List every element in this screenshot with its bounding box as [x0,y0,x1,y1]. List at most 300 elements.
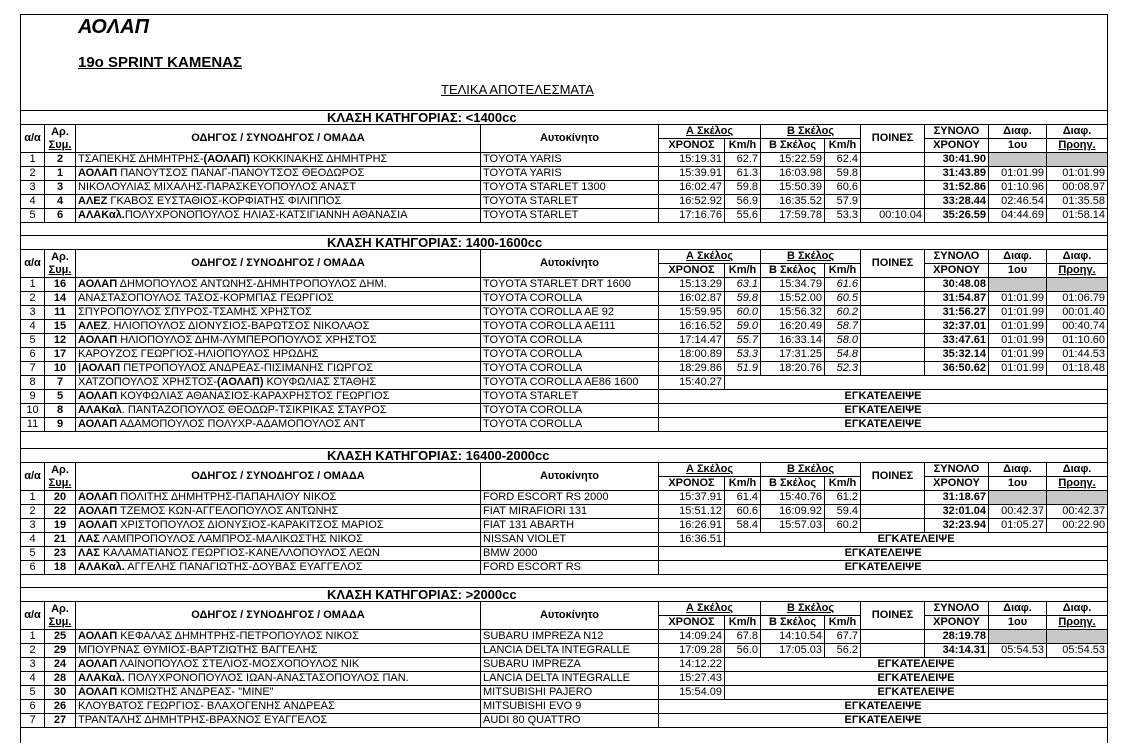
leg-a-speed-cell: 61.4 [725,491,761,505]
crew-cell [76,547,481,561]
leg-a-time-cell: 18:29.86 [659,362,725,376]
penalty-cell [861,644,925,658]
crew-cell [76,306,481,320]
car-number-cell: 26 [45,700,76,714]
column-header-row [21,250,1108,264]
retired-cell: ΕΓΚΑΤΕΛΕΙΨΕ [725,672,1108,686]
leg-b-speed-cell: 59.8 [825,167,861,181]
leg-a-time-cell: 15:19.31 [659,153,725,167]
leg-b-speed-cell: 56.2 [825,644,861,658]
crew-cell [76,686,481,700]
penalty-cell: 00:10.04 [861,209,925,223]
car-number-cell: 18 [45,561,76,575]
penalty-cell [861,519,925,533]
leg-b-time-cell: 15:50.39 [761,181,825,195]
car-number-cell: 10 [45,362,76,376]
col-crew-header: ΟΔΗΓΟΣ / ΣΥΝΟΔΗΓΟΣ / ΟΜΑΔΑ [76,602,481,630]
leg-a-time-cell: 17:16.76 [659,209,725,223]
leg-b-speed-cell: 61.6 [825,278,861,292]
crew-cell [76,672,481,686]
class-results-table [20,448,1108,575]
col-total-subheader: ΧΡΟΝΟΥ [925,264,989,278]
result-row [21,561,1108,575]
team-name: ΛΑΣ [78,533,100,545]
col-leg-a-speed-header: Km/h [725,477,761,491]
crew-names: ΠΕΤΡΟΠΟΥΛΟΣ ΑΝΔΡΕΑΣ-ΠΙΣΙΜΑΝΗΣ ΓΙΩΡΓΟΣ [120,362,374,374]
penalty-cell [861,181,925,195]
car-number-cell: 19 [45,519,76,533]
leg-b-speed-cell: 67.7 [825,630,861,644]
col-penalties-header: ΠΟΙΝΕΣ [861,250,925,278]
col-leg-b-header: Β Σκέλος [761,463,861,477]
leg-a-time-cell: 16:26.91 [659,519,725,533]
car-cell: FIAT MIRAFIORI 131 [481,505,659,519]
car-number-cell: 15 [45,320,76,334]
col-diff-prev-subheader: Προηγ. [1047,477,1108,491]
crew-cell [76,390,481,404]
result-row [21,153,1108,167]
total-time-cell: 33:28.44 [925,195,989,209]
result-row [21,672,1108,686]
diff-prev-cell: 01:35.58 [1047,195,1108,209]
col-penalties-header: ΠΟΙΝΕΣ [861,602,925,630]
car-cell: TOYOTA COROLLA [481,292,659,306]
crew-cell [76,561,481,575]
diff-prev-cell: 01:18.48 [1047,362,1108,376]
total-time-cell: 33:47.61 [925,334,989,348]
col-leg-a-header: Α Σκέλος [659,250,761,264]
result-row [21,686,1108,700]
result-row [21,306,1108,320]
leg-b-speed-cell: 54.8 [825,348,861,362]
results-title: ΤΕΛΙΚΑ ΑΠΟΤΕΛΕΣΜΑΤΑ [441,82,594,97]
car-number-cell: 8 [45,404,76,418]
result-row [21,181,1108,195]
diff-first-cell: 05:54.53 [989,644,1047,658]
crew-cell [76,181,481,195]
leg-b-speed-cell: 60.6 [825,181,861,195]
car-cell: AUDI 80 QUATTRO [481,714,659,728]
column-header-row [21,602,1108,616]
col-total-subheader: ΧΡΟΝΟΥ [925,616,989,630]
car-cell: NISSAN VIOLET [481,533,659,547]
car-number-cell: 2 [45,153,76,167]
col-crew-header: ΟΔΗΓΟΣ / ΣΥΝΟΔΗΓΟΣ / ΟΜΑΔΑ [76,250,481,278]
col-diff-prev-subheader: Προηγ. [1047,264,1108,278]
col-leg-a-time-header: ΧΡΟΝΟΣ [659,264,725,278]
car-number-cell: 27 [45,714,76,728]
diff-first-cell: 01:01.99 [989,320,1047,334]
leg-a-time-cell: 15:54.09 [659,686,725,700]
crew-cell [76,348,481,362]
leg-b-time-cell: 16:35.52 [761,195,825,209]
car-cell: TOYOTA STARLET 1300 [481,181,659,195]
col-leg-a-header: Α Σκέλος [659,125,761,139]
car-cell: FORD ESCORT RS [481,561,659,575]
leg-b-time-cell: 14:10.54 [761,630,825,644]
leg-b-time-cell: 15:22.59 [761,153,825,167]
diff-prev-cell [1047,278,1108,292]
leg-a-time-cell: 15:59.95 [659,306,725,320]
diff-prev-cell: 00:22.90 [1047,519,1108,533]
crew-names: . ΗΛΙΟΠΟΥΛΟΣ ΔΙΟΝΥΣΙΟΣ-ΒΑΡΩΤΣΟΣ ΝΙΚΟΛΑΟΣ [107,320,370,332]
diff-prev-cell: 00:08.97 [1047,181,1108,195]
car-number-cell: 22 [45,505,76,519]
diff-prev-cell: 00:01.40 [1047,306,1108,320]
col-crew-header: ΟΔΗΓΟΣ / ΣΥΝΟΔΗΓΟΣ / ΟΜΑΔΑ [76,125,481,153]
leg-b-time-cell: 15:40.76 [761,491,825,505]
position-cell: 6 [21,700,45,714]
car-cell: TOYOTA YARIS [481,153,659,167]
result-row [21,167,1108,181]
result-row [21,700,1108,714]
position-cell: 5 [21,547,45,561]
position-cell: 2 [21,644,45,658]
leg-a-time-cell: 17:09.28 [659,644,725,658]
col-pos-header: α/α [21,125,45,153]
crew-names: ΣΠΥΡΟΠΟΥΛΟΣ ΣΠΥΡΟΣ-ΤΣΑΜΗΣ ΧΡΗΣΤΟΣ [78,306,312,318]
car-number-cell: 17 [45,348,76,362]
class-label: ΚΛΑΣΗ ΚΑΤΗΓΟΡΙΑΣ: [327,448,466,463]
col-leg-b-time-header: Β Σκέλος [761,616,825,630]
class-label: ΚΛΑΣΗ ΚΑΤΗΓΟΡΙΑΣ: [327,235,466,250]
leg-a-speed-cell: 53.3 [725,348,761,362]
column-header-row [21,125,1108,139]
team-name: ΑΟΛΑΠ [78,418,118,430]
team-name: (ΑΟΛΑΠ) [217,376,264,388]
result-row [21,334,1108,348]
car-cell: TOYOTA STARLET [481,390,659,404]
class-results-table [20,110,1108,223]
crew-cell [76,630,481,644]
crew-names: ΛΑΪΝΟΠΟΥΛΟΣ ΣΤΕΛΙΟΣ-ΜΟΣΧΟΠΟΥΛΟΣ ΝΙΚ [117,658,360,670]
crew-cell [76,404,481,418]
col-car-header: Αυτοκίνητο [481,250,659,278]
team-name: |ΑΟΛΑΠ [78,362,121,374]
col-leg-a-header: Α Σκέλος [659,463,761,477]
total-time-cell: 34:14.31 [925,644,989,658]
result-row [21,658,1108,672]
penalty-cell [861,348,925,362]
class-heading [21,449,1108,463]
diff-first-cell: 01:01.99 [989,306,1047,320]
penalty-cell [861,292,925,306]
total-time-cell: 31:52.86 [925,181,989,195]
result-row [21,278,1108,292]
leg-a-speed-cell: 63.1 [725,278,761,292]
class-value: 16400-2000cc [465,448,550,463]
car-cell: TOYOTA COROLLA [481,348,659,362]
car-number-cell: 3 [45,181,76,195]
col-penalties-header: ΠΟΙΝΕΣ [861,125,925,153]
diff-first-cell: 01:01.99 [989,292,1047,306]
result-row [21,348,1108,362]
col-diff-first-header: Διαφ. [989,602,1047,616]
total-time-cell: 32:37.01 [925,320,989,334]
col-diff-prev-header: Διαφ. [1047,602,1108,616]
col-diff-prev-header: Διαφ. [1047,125,1108,139]
position-cell: 11 [21,418,45,432]
crew-names: ΚΟΥΦΩΛΙΑΣ ΑΘΑΝΑΣΙΟΣ-ΚΑΡΑΧΡΗΣΤΟΣ ΓΕΩΡΓΙΟΣ [117,390,390,402]
col-diff-first-header: Διαφ. [989,250,1047,264]
diff-prev-cell: 01:44.53 [1047,348,1108,362]
class-label: ΚΛΑΣΗ ΚΑΤΗΓΟΡΙΑΣ: [327,110,466,125]
leg-a-time-cell: 15:39.91 [659,167,725,181]
car-cell: MITSUBISHI EVO 9 [481,700,659,714]
col-leg-a-time-header: ΧΡΟΝΟΣ [659,616,725,630]
class-value: 1400-1600cc [465,235,543,250]
diff-prev-cell: 01:58.14 [1047,209,1108,223]
leg-b-speed-cell: 57.9 [825,195,861,209]
col-leg-a-time-header: ΧΡΟΝΟΣ [659,139,725,153]
crew-names: ΠΟΛΥΧΡΟΝΟΠΟΥΛΟΣ ΙΩΑΝ-ΑΝΑΣΤΑΣΟΠΟΥΛΟΣ ΠΑΝ. [124,672,409,684]
car-cell: LANCIA DELTA INTEGRALLE [481,672,659,686]
diff-prev-cell: 00:42.37 [1047,505,1108,519]
leg-a-time-cell: 17:14.47 [659,334,725,348]
col-num-header: Αρ. Συμ. [45,463,76,491]
col-leg-b-speed-header: Km/h [825,264,861,278]
position-cell: 7 [21,362,45,376]
position-cell: 4 [21,533,45,547]
col-car-header: Αυτοκίνητο [481,602,659,630]
car-cell: SUBARU IMPREZA N12 [481,630,659,644]
col-leg-b-header: Β Σκέλος [761,125,861,139]
result-row [21,519,1108,533]
leg-b-speed-cell: 58.0 [825,334,861,348]
diff-first-cell [989,630,1047,644]
diff-prev-cell [1047,491,1108,505]
result-row [21,292,1108,306]
col-diff-first-subheader: 1ου [989,264,1047,278]
position-cell: 4 [21,320,45,334]
retired-cell: ΕΓΚΑΤΕΛΕΙΨΕ [659,714,1108,728]
leg-b-speed-cell: 60.2 [825,519,861,533]
car-cell: TOYOTA YARIS [481,167,659,181]
class-heading-cell [21,236,1108,250]
car-number-cell: 16 [45,278,76,292]
position-cell: 3 [21,306,45,320]
leg-a-speed-cell: 67.8 [725,630,761,644]
crew-cell [76,209,481,223]
position-cell: 6 [21,348,45,362]
car-number-cell: 4 [45,195,76,209]
team-name: ΑΟΛΑΠ [78,658,118,670]
leg-a-time-cell: 15:51.12 [659,505,725,519]
leg-a-time-cell: 16:02.87 [659,292,725,306]
car-cell: FIAT 131 ABARTH [481,519,659,533]
diff-prev-cell: 00:40.74 [1047,320,1108,334]
car-number-cell: 28 [45,672,76,686]
col-leg-b-speed-header: Km/h [825,477,861,491]
crew-cell [76,320,481,334]
leg-a-time-cell: 16:02.47 [659,181,725,195]
diff-first-cell [989,153,1047,167]
crew-names: ΚΑΛΑΜΑΤΙΑΝΟΣ ΓΕΩΡΓΙΟΣ-ΚΑΝΕΛΛΟΠΟΥΛΟΣ ΛΕΩΝ [99,547,380,559]
diff-prev-cell: 05:54.53 [1047,644,1108,658]
crew-names: ΤΡΑΝΤΑΛΗΣ ΔΗΜΗΤΡΗΣ-ΒΡΑΧΝΟΣ ΕΥΑΓΓΕΛΟΣ [78,714,328,726]
class-results-table [20,587,1108,728]
team-name: ΑΛΕΖ [78,320,108,332]
car-number-cell: 9 [45,418,76,432]
total-time-cell: 28:19.78 [925,630,989,644]
result-row [21,644,1108,658]
leg-a-speed-cell: 55.6 [725,209,761,223]
col-diff-first-subheader: 1ου [989,477,1047,491]
result-row [21,491,1108,505]
crew-names: ΛΑΜΠΡΟΠΟΥΛΟΣ ΛΑΜΠΡΟΣ-ΜΑΛΙΚΩΣΤΗΣ ΝΙΚΟΣ [99,533,363,545]
diff-first-cell: 01:05.27 [989,519,1047,533]
leg-a-speed-cell: 60.6 [725,505,761,519]
crew-names: ΝΙΚΟΛΟΥΛΙΑΣ ΜΙΧΑΛΗΣ-ΠΑΡΑΣΚΕΥΟΠΟΥΛΟΣ ΑΝΑΣΤ [78,181,357,193]
diff-prev-cell [1047,630,1108,644]
col-diff-prev-header: Διαφ. [1047,463,1108,477]
class-heading [21,236,1108,250]
car-number-cell: 30 [45,686,76,700]
col-diff-first-header: Διαφ. [989,125,1047,139]
leg-a-speed-cell: 51.9 [725,362,761,376]
position-cell: 9 [21,390,45,404]
penalty-cell [861,153,925,167]
crew-names: ΚΑΡΟΥΖΟΣ ΓΕΩΡΓΙΟΣ-ΗΛΙΟΠΟΥΛΟΣ ΗΡΩΔΗΣ [78,348,319,360]
leg-a-time-cell: 14:12.22 [659,658,725,672]
retired-cell: ΕΓΚΑΤΕΛΕΙΨΕ [659,547,1108,561]
car-number-cell: 5 [45,390,76,404]
column-header-row [21,463,1108,477]
leg-b-speed-cell: 52.3 [825,362,861,376]
team-name: ΑΟΛΑΠ [78,630,118,642]
leg-a-speed-cell: 56.0 [725,644,761,658]
col-pos-header: α/α [21,463,45,491]
leg-a-time-cell: 18:00.89 [659,348,725,362]
col-leg-b-time-header: Β Σκέλος [761,477,825,491]
total-time-cell: 31:56.27 [925,306,989,320]
penalty-cell [861,306,925,320]
total-time-cell: 31:18.67 [925,491,989,505]
col-total-header: ΣΥΝΟΛΟ [925,125,989,139]
leg-b-time-cell: 15:34.79 [761,278,825,292]
leg-b-speed-cell: 53.3 [825,209,861,223]
col-leg-a-speed-header: Km/h [725,616,761,630]
result-row [21,209,1108,223]
car-cell: SUBARU IMPREZA [481,658,659,672]
col-leg-a-header: Α Σκέλος [659,602,761,616]
position-cell: 2 [21,505,45,519]
leg-a-time-cell: 15:37.91 [659,491,725,505]
team-name: ΑΟΛΑΠ [78,505,118,517]
leg-b-time-cell: 16:20.49 [761,320,825,334]
crew-cell [76,658,481,672]
car-number-cell: 6 [45,209,76,223]
position-cell: 2 [21,292,45,306]
class-heading-cell [21,449,1108,463]
team-name: (ΑΟΛΑΠ) [203,153,250,165]
col-num-header: Αρ. Συμ. [45,602,76,630]
crew-names: ΤΣΑΠΕΚΗΣ ΔΗΜΗΤΡΗΣ- [78,153,204,165]
car-number-cell: 20 [45,491,76,505]
retired-cell: ΕΓΚΑΤΕΛΕΙΨΕ [725,686,1108,700]
total-time-cell: 35:32.14 [925,348,989,362]
team-name: ΑΟΛΑΠ [78,167,118,179]
result-row [21,362,1108,376]
crew-cell [76,292,481,306]
car-cell: TOYOTA COROLLA [481,334,659,348]
result-row [21,630,1108,644]
car-number-cell: 21 [45,533,76,547]
event-title: 19ο SPRINT ΚΑΜΕΝΑΣ [78,54,243,71]
car-cell: BMW 2000 [481,547,659,561]
crew-names: ΚΕΦΑΛΑΣ ΔΗΜΗΤΡΗΣ-ΠΕΤΡΟΠΟΥΛΟΣ ΝΙΚΟΣ [117,630,359,642]
col-car-header: Αυτοκίνητο [481,463,659,491]
crew-names: ΑΔΑΜΟΠΟΥΛΟΣ ΠΟΛΥΧΡ-ΑΔΑΜΟΠΟΥΛΟΣ ΑΝΤ [117,418,366,430]
leg-b-speed-cell: 62.4 [825,153,861,167]
penalty-cell [861,491,925,505]
leg-b-time-cell: 18:20.76 [761,362,825,376]
result-row [21,320,1108,334]
car-number-cell: 11 [45,306,76,320]
position-cell: 1 [21,630,45,644]
car-cell: TOYOTA COROLLA [481,404,659,418]
col-leg-b-header: Β Σκέλος [761,602,861,616]
car-number-cell: 7 [45,376,76,390]
col-car-header: Αυτοκίνητο [481,125,659,153]
crew-names: ΚΟΥΦΩΛΙΑΣ ΣΤΑΘΗΣ [263,376,377,388]
leg-a-speed-cell: 58.4 [725,519,761,533]
car-cell: TOYOTA COROLLA AE 92 [481,306,659,320]
crew-names: ΗΛΙΟΠΟΥΛΟΣ ΔΗΜ-ΛΥΜΠΕΡΟΠΟΥΛΟΣ ΧΡΗΣΤΟΣ [117,334,377,346]
leg-b-time-cell: 17:59.78 [761,209,825,223]
crew-names: ΔΗΜΟΠΟΥΛΟΣ ΑΝΤΩΝΗΣ-ΔΗΜΗΤΡΟΠΟΥΛΟΣ ΔΗΜ. [117,278,387,290]
class-heading [21,111,1108,125]
team-name: ΛΑΣ [78,547,100,559]
crew-cell [76,714,481,728]
diff-prev-cell: 01:01.99 [1047,167,1108,181]
class-heading-cell [21,588,1108,602]
col-leg-b-time-header: Β Σκέλος [761,264,825,278]
leg-a-speed-cell: 55.7 [725,334,761,348]
diff-first-cell: 04:44.69 [989,209,1047,223]
col-total-subheader: ΧΡΟΝΟΥ [925,139,989,153]
total-time-cell: 30:41.90 [925,153,989,167]
leg-b-time-cell: 17:05.03 [761,644,825,658]
position-cell: 5 [21,686,45,700]
col-diff-first-subheader: 1ου [989,139,1047,153]
leg-b-speed-cell: 58.7 [825,320,861,334]
class-value: >2000cc [465,587,517,602]
penalty-cell [861,320,925,334]
result-row [21,390,1108,404]
col-total-header: ΣΥΝΟΛΟ [925,463,989,477]
col-leg-b-speed-header: Km/h [825,139,861,153]
crew-cell [76,505,481,519]
col-leg-a-time-header: ΧΡΟΝΟΣ [659,477,725,491]
crew-cell [76,644,481,658]
car-cell: TOYOTA COROLLA AE86 1600 [481,376,659,390]
result-row [21,505,1108,519]
leg-b-speed-cell: 60.5 [825,292,861,306]
diff-first-cell: 01:01.99 [989,362,1047,376]
leg-a-speed-cell: 61.3 [725,167,761,181]
col-pos-header: α/α [21,250,45,278]
position-cell: 10 [21,404,45,418]
crew-names: ΠΟΛΥΧΡΟΝΟΠΟΥΛΟΣ ΗΛΙΑΣ-ΚΑΤΣΙΓΙΑΝΝΗ ΑΘΑΝΑΣΙΑ [124,209,408,221]
crew-cell [76,700,481,714]
crew-names: ΚΟΜΙΩΤΗΣ ΑΝΔΡΕΑΣ- "MINE" [117,686,274,698]
leg-b-time-cell: 16:33.14 [761,334,825,348]
result-row [21,195,1108,209]
class-label: ΚΛΑΣΗ ΚΑΤΗΓΟΡΙΑΣ: [327,587,466,602]
leg-b-speed-cell: 61.2 [825,491,861,505]
col-num-header: Αρ. Συμ. [45,250,76,278]
